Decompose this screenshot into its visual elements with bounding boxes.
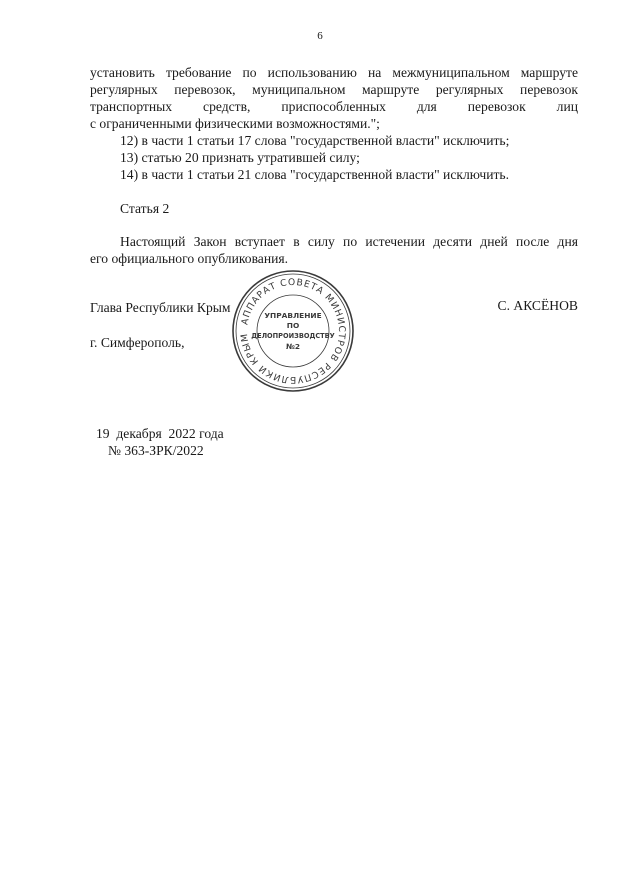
law-date: 19 декабря 2022 года (96, 426, 224, 441)
stamp-line-2: ПО (286, 321, 300, 330)
stamp-line-1: УПРАВЛЕНИЕ (264, 311, 322, 320)
list-item-14: 14) в части 1 статьи 21 слова "государственной власти" исключить. (120, 167, 510, 182)
law-number: № 363-ЗРК/2022 (108, 443, 204, 458)
signatory-title: Глава Республики Крым (90, 300, 231, 315)
paragraph-line: установить требование по использованию на межмуниципальном маршруте (90, 65, 578, 80)
official-stamp (230, 268, 356, 394)
paragraph-line: регулярных перевозок, муниципальном маршруте регулярных перевозок (90, 82, 578, 97)
article-heading: Статья 2 (120, 201, 170, 216)
stamp-outer-text: АППАРАТ СОВЕТА МИНИСТРОВ РЕСПУБЛИКИ КРЫМ (238, 276, 348, 386)
article-paragraph (90, 233, 578, 267)
page-number: 6 (317, 30, 323, 42)
list-item-13: 13) статью 20 признать утратившей силу; (120, 150, 360, 165)
stamp-seal-icon (230, 268, 356, 394)
paragraph-line: транспортных средств, приспособленных для перевозок лиц (90, 99, 578, 114)
paragraph-line: его официального опубликования. (90, 251, 289, 266)
svg-text:АППАРАТ СОВЕТА МИНИСТРОВ РЕСПУ (239, 277, 347, 385)
signatory-name: С. АКСЁНОВ (497, 298, 578, 313)
city-line: г. Симферополь, (90, 335, 185, 350)
list-item-12: 12) в части 1 статьи 17 слова "государственной власти" исключить; (120, 133, 510, 148)
stamp-line-3: ДЕЛОПРОИЗВОДСТВУ (251, 332, 335, 340)
stamp-line-4: №2 (285, 342, 301, 351)
paragraph-line: с ограниченными физическими возможностями."; (90, 116, 380, 131)
paragraph-continuation (90, 64, 578, 132)
paragraph-line: Настоящий Закон вступает в силу по истечении десяти дней после дня (120, 234, 578, 249)
